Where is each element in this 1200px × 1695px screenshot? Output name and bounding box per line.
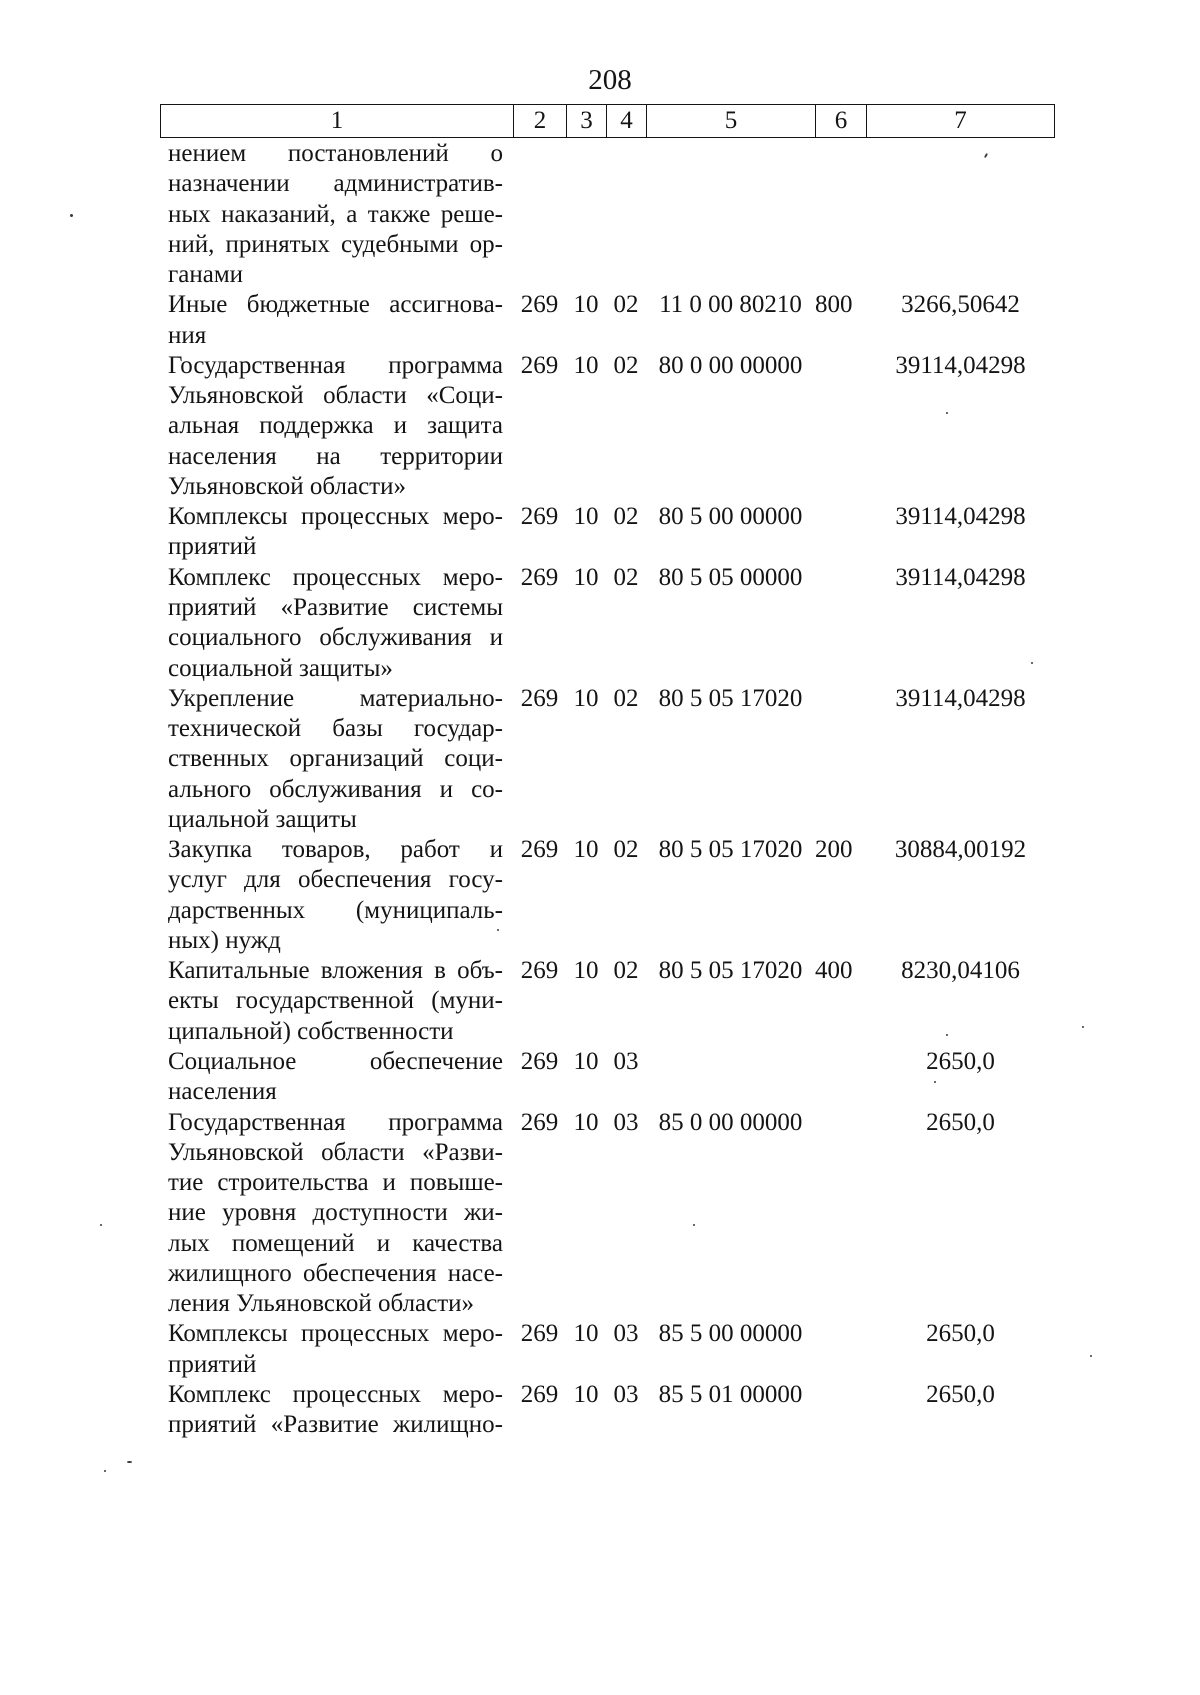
col5-value: 80 5 05 00000 <box>658 563 803 591</box>
row-name <box>160 1319 513 1380</box>
col3-value: 10 <box>573 563 599 591</box>
col2-value: 269 <box>520 1047 559 1075</box>
name-line: тие строительства и повыше- <box>168 1169 503 1197</box>
name-line: нением постановлений о <box>168 140 503 167</box>
col7-value: 39114,04298 <box>895 563 1026 591</box>
col5-value: 80 5 05 17020 <box>658 836 803 864</box>
name-line: Ульяновской области «Разви- <box>168 1138 503 1166</box>
col5-value <box>646 1047 815 1108</box>
scan-speck <box>100 1224 102 1226</box>
col6-value <box>815 1108 866 1320</box>
header-cell-6: 6 <box>815 105 866 137</box>
scan-speck <box>497 929 499 931</box>
col6-value <box>815 351 866 502</box>
col5-value: 85 5 01 00000 <box>658 1380 803 1408</box>
col4-value: 02 <box>613 957 639 985</box>
header-cell-7: 7 <box>866 105 1055 137</box>
scan-speck <box>1082 1026 1084 1028</box>
col3-value: 10 <box>573 503 599 531</box>
table-row <box>160 502 1055 563</box>
col7-value: 8230,04106 <box>901 957 1020 985</box>
name-line: технической базы государ- <box>168 715 503 743</box>
row-name <box>160 502 513 563</box>
row-name <box>160 1380 513 1441</box>
row-name <box>160 956 513 1047</box>
row-name <box>160 351 513 502</box>
name-line: Ульяновской области «Соци- <box>168 382 503 410</box>
col5-value: 85 0 00 00000 <box>658 1108 803 1136</box>
col7-value: 2650,0 <box>926 1047 995 1075</box>
table-row <box>160 1108 1055 1320</box>
table-row <box>160 351 1055 502</box>
name-line: назначении административ- <box>168 170 503 198</box>
table-row <box>160 1047 1055 1108</box>
name-line: дарственных (муниципаль- <box>168 896 503 924</box>
header-cell-4: 4 <box>606 105 646 137</box>
name-line: ципальной) собственности <box>168 1017 454 1045</box>
header-cell-2: 2 <box>513 105 566 137</box>
col3-value: 10 <box>573 291 599 319</box>
name-line: приятий <box>168 533 257 561</box>
col4-value: 02 <box>613 836 639 864</box>
col6-value: 400 <box>815 957 853 985</box>
name-line: населения <box>168 1078 277 1106</box>
col7-value: 3266,50642 <box>901 291 1020 319</box>
col6-value <box>815 502 866 563</box>
table-row <box>160 835 1055 956</box>
name-line: лых помещений и качества <box>168 1229 503 1257</box>
table-row <box>160 139 1055 290</box>
col3-value: 10 <box>573 1047 599 1075</box>
col4-value <box>606 139 646 290</box>
col6-value <box>815 563 866 684</box>
scan-speck <box>1090 1355 1092 1357</box>
table-row <box>160 1319 1055 1380</box>
row-name <box>160 563 513 684</box>
col6-value <box>815 1047 866 1108</box>
name-line: Укрепление материально- <box>168 684 503 712</box>
name-line: ганами <box>168 261 244 289</box>
col5-value <box>646 139 815 290</box>
col2-value: 269 <box>520 957 559 985</box>
scan-speck <box>104 1470 106 1472</box>
col4-value: 03 <box>613 1047 639 1075</box>
name-line: ственных организаций соци- <box>168 745 503 773</box>
col4-value: 02 <box>613 351 639 379</box>
row-name <box>160 835 513 956</box>
col3-value: 10 <box>573 684 599 712</box>
name-line: ния <box>168 321 207 349</box>
name-line: екты государственной (муни- <box>168 987 503 1015</box>
row-name <box>160 684 513 835</box>
col5-value: 80 5 00 00000 <box>658 503 803 531</box>
col3-value: 10 <box>573 1320 599 1348</box>
scan-speck <box>934 1081 936 1083</box>
col6-value <box>815 1319 866 1380</box>
col4-value: 03 <box>613 1320 639 1348</box>
name-line: приятий «Развитие системы <box>168 593 503 621</box>
scan-speck <box>127 1461 132 1463</box>
col2-value <box>513 139 566 290</box>
col2-value: 269 <box>520 563 559 591</box>
name-line: Комплексы процессных меро- <box>168 1320 503 1348</box>
col2-value: 269 <box>520 1380 559 1408</box>
col6-value: 800 <box>815 291 853 319</box>
table-row <box>160 956 1055 1047</box>
name-line: ний, принятых судебными ор- <box>168 230 503 258</box>
col5-value: 80 5 05 17020 <box>658 957 803 985</box>
col7-value: 2650,0 <box>926 1108 995 1136</box>
name-line: Комплексы процессных меро- <box>168 503 503 531</box>
name-line: альная поддержка и защита <box>168 412 503 440</box>
col7-value: 39114,04298 <box>895 684 1026 712</box>
name-line: циальной защиты <box>168 805 357 833</box>
scan-speck <box>693 1224 695 1226</box>
col7-value: 2650,0 <box>926 1380 995 1408</box>
col7-value: 30884,00192 <box>894 836 1027 864</box>
name-line: Закупка товаров, работ и <box>168 836 503 864</box>
name-line: Капитальные вложения в объ- <box>168 957 503 985</box>
name-line: приятий «Развитие жилищно- <box>168 1411 503 1439</box>
name-line: жилищного обеспечения насе- <box>168 1259 503 1287</box>
table-body <box>160 139 1055 1440</box>
col2-value: 269 <box>520 351 559 379</box>
table-header <box>160 104 1055 138</box>
col2-value: 269 <box>520 684 559 712</box>
table-row <box>160 563 1055 684</box>
col7-value: 39114,04298 <box>895 503 1026 531</box>
row-name <box>160 290 513 351</box>
col7-value: 39114,04298 <box>895 351 1026 379</box>
col4-value: 02 <box>613 503 639 531</box>
name-line: Государственная программа <box>168 351 503 379</box>
col4-value: 03 <box>613 1380 639 1408</box>
name-line: социального обслуживания и <box>168 624 503 652</box>
scan-speck <box>70 214 73 217</box>
name-line: Социальное обеспечение <box>168 1047 503 1075</box>
col3-value: 10 <box>573 1108 599 1136</box>
col2-value: 269 <box>520 291 559 319</box>
name-line: ального обслуживания и со- <box>168 775 503 803</box>
scan-speck <box>946 1034 948 1036</box>
col5-value: 80 5 05 17020 <box>658 684 803 712</box>
name-line: приятий <box>168 1350 257 1378</box>
row-name <box>160 1047 513 1108</box>
name-line: ления Ульяновской области» <box>168 1290 475 1318</box>
scan-speck <box>946 412 948 414</box>
name-line: ние уровня доступности жи- <box>168 1199 503 1227</box>
col3-value: 10 <box>573 351 599 379</box>
col6-value <box>815 139 866 290</box>
col3-value: 10 <box>573 836 599 864</box>
header-cell-5: 5 <box>646 105 815 137</box>
scan-speck <box>1031 662 1033 664</box>
col4-value: 02 <box>613 291 639 319</box>
col5-value: 85 5 00 00000 <box>658 1320 803 1348</box>
col5-value: 11 0 00 80210 <box>659 291 802 319</box>
page-number: 208 <box>588 64 632 96</box>
col7-value: 2650,0 <box>926 1320 995 1348</box>
table-row <box>160 1380 1055 1441</box>
table-row <box>160 290 1055 351</box>
table-row <box>160 684 1055 835</box>
row-name <box>160 1108 513 1320</box>
name-line: населения на территории <box>168 442 503 470</box>
col7-value <box>866 139 1055 290</box>
row-name <box>160 139 513 290</box>
name-line: Иные бюджетные ассигнова- <box>168 291 503 319</box>
name-line: услуг для обеспечения госу- <box>168 866 503 894</box>
col3-value: 10 <box>573 1380 599 1408</box>
col4-value: 03 <box>613 1108 639 1136</box>
col2-value: 269 <box>520 503 559 531</box>
col4-value: 02 <box>613 684 639 712</box>
col3-value: 10 <box>573 957 599 985</box>
col2-value: 269 <box>520 1320 559 1348</box>
name-line: Ульяновской области» <box>168 472 406 500</box>
header-cell-3: 3 <box>566 105 606 137</box>
name-line: Комплекс процессных меро- <box>168 563 503 591</box>
col6-value <box>815 1380 866 1441</box>
name-line: социальной защиты» <box>168 654 393 682</box>
col5-value: 80 0 00 00000 <box>658 351 803 379</box>
col6-value: 200 <box>815 836 853 864</box>
name-line: ных наказаний, а также реше- <box>168 200 503 228</box>
col4-value: 02 <box>613 563 639 591</box>
col2-value: 269 <box>520 836 559 864</box>
header-cell-1: 1 <box>160 105 513 137</box>
col3-value <box>566 139 606 290</box>
col6-value <box>815 684 866 835</box>
name-line: Комплекс процессных меро- <box>168 1380 503 1408</box>
name-line: ных) нужд <box>168 926 281 954</box>
col2-value: 269 <box>520 1108 559 1136</box>
name-line: Государственная программа <box>168 1108 503 1136</box>
